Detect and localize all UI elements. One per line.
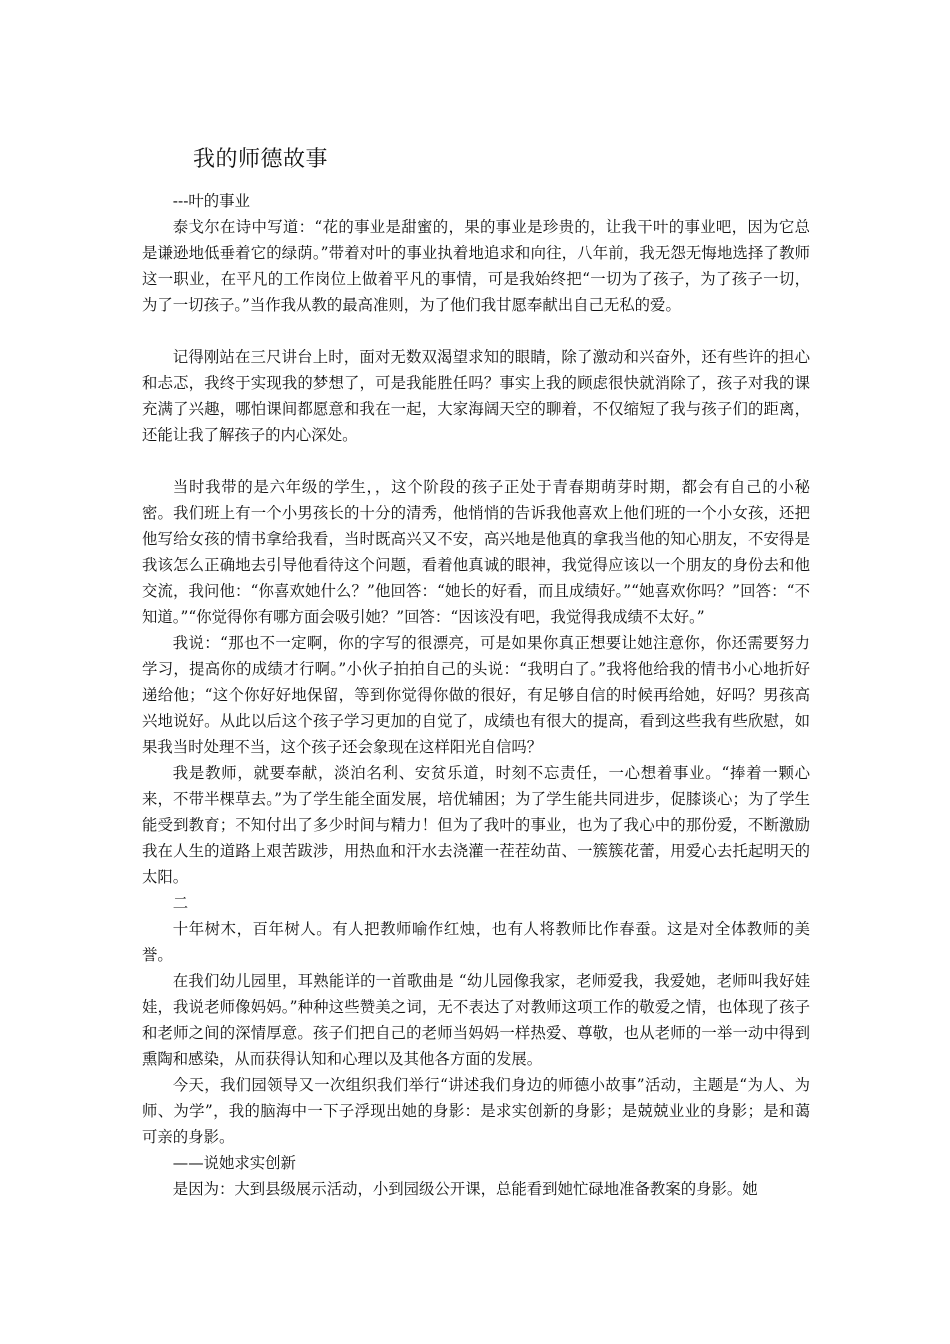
body-paragraph: 我是教师，就要奉献，淡泊名利、安贫乐道，时刻不忘责任，一心想着事业。“捧着一颗心来，不带半棵草去。”为了学生能全面发展，培优辅困；为了学生能共同进步，促膝谈心；为了学生能受到教育；不知付出了多少时间与精力！但为了我叶的事业，也为了我心中的那份爱，不断激励我在人生的道路上艰苦跋涉，用热血和汗水去浇灌一茬茬幼苗、一簇簇花蕾，用爱心去托起明天的太阳。	[142, 764, 810, 886]
body-paragraph: 当时我带的是六年级的学生，，这个阶段的孩子正处于青春期萌芽时期，都会有自己的小秘密。我们班上有一个小男孩长的十分的清秀，他悄悄的告诉我他喜欢上他们班的一个小女孩，还把他写给女孩的情书拿给我看，当时既高兴又不安，高兴地是他真的拿我当他的知心朋友，不安得是我该怎么正确地去引导他看待这个问题，看着他真诚的眼神，我觉得应该以一个朋友的身份去和他交流，我问他：“你喜欢她什么？”他回答：“她长的好看，而且成绩好。”“她喜欢你吗？”回答：“不知道。”“你觉得你有哪方面会吸引她？”回答：“因该没有吧，我觉得我成绩不太好。”	[142, 478, 810, 626]
body-paragraph: 在我们幼儿园里，耳熟能详的一首歌曲是 “幼儿园像我家，老师爱我，我爱她，老师叫我好娃娃，我说老师像妈妈。”种种这些赞美之词，无不表达了对教师这项工作的敬爱之情，也体现了孩子和老师之间的深情厚意。孩子们把自己的老师当妈妈一样热爱、尊敬，也从老师的一举一动中得到熏陶和感染，从而获得认知和心理以及其他各方面的发展。	[142, 972, 810, 1068]
section-heading: 二	[172, 894, 189, 912]
body-paragraph: 十年树木，百年树人。有人把教师喻作红烛，也有人将教师比作春蚕。这是对全体教师的美誉。	[142, 920, 810, 964]
body-paragraph: 是因为：大到县级展示活动，小到园级公开课，总能看到她忙碌地准备教案的身影。她	[172, 1180, 758, 1198]
subtitle-paragraph: ---叶的事业	[172, 192, 250, 210]
document-title: 我的师德故事	[193, 147, 329, 172]
body-paragraph: 今天，我们园领导又一次组织我们举行“讲述我们身边的师德小故事”活动，主题是“为人、为师、为学”，我的脑海中一下子浮现出她的身影：是求实创新的身影；是兢兢业业的身影；是和蔼可亲的身影。	[142, 1076, 810, 1146]
body-paragraph: 我说：“那也不一定啊，你的字写的很漂亮，可是如果你真正想要让她注意你，你还需要努力学习，提高你的成绩才行啊。”小伙子拍拍自己的头说：“我明白了。”我将他给我的情书小心地折好递给他；“这个你好好地保留，等到你觉得你做的很好，有足够自信的时候再给她，好吗？男孩高兴地说好。从此以后这个孩子学习更加的自觉了，成绩也有很大的提高，看到这些我有些欣慰，如果我当时处理不当，这个孩子还会象现在这样阳光自信吗？	[142, 634, 810, 756]
body-paragraph: 泰戈尔在诗中写道：“花的事业是甜蜜的，果的事业是珍贵的，让我干叶的事业吧，因为它总是谦逊地低垂着它的绿荫。”带着对叶的事业执着地追求和向往，八年前，我无怨无悔地选择了教师这一职业，在平凡的工作岗位上做着平凡的事情，可是我始终把“一切为了孩子，为了孩子一切，为了一切孩子。”当作我从教的最高准则，为了他们我甘愿奉献出自己无私的爱。	[142, 218, 810, 314]
document-body	[142, 188, 810, 1202]
body-paragraph: 记得刚站在三尺讲台上时，面对无数双渴望求知的眼睛，除了激动和兴奋外，还有些许的担心和忐忑，我终于实现我的梦想了，可是我能胜任吗？事实上我的顾虑很快就消除了，孩子对我的课充满了兴趣，哪怕课间都愿意和我在一起，大家海阔天空的聊着，不仅缩短了我与孩子们的距离，还能让我了解孩子的内心深处。	[142, 348, 810, 444]
section-heading: ——说她求实创新	[172, 1154, 296, 1172]
